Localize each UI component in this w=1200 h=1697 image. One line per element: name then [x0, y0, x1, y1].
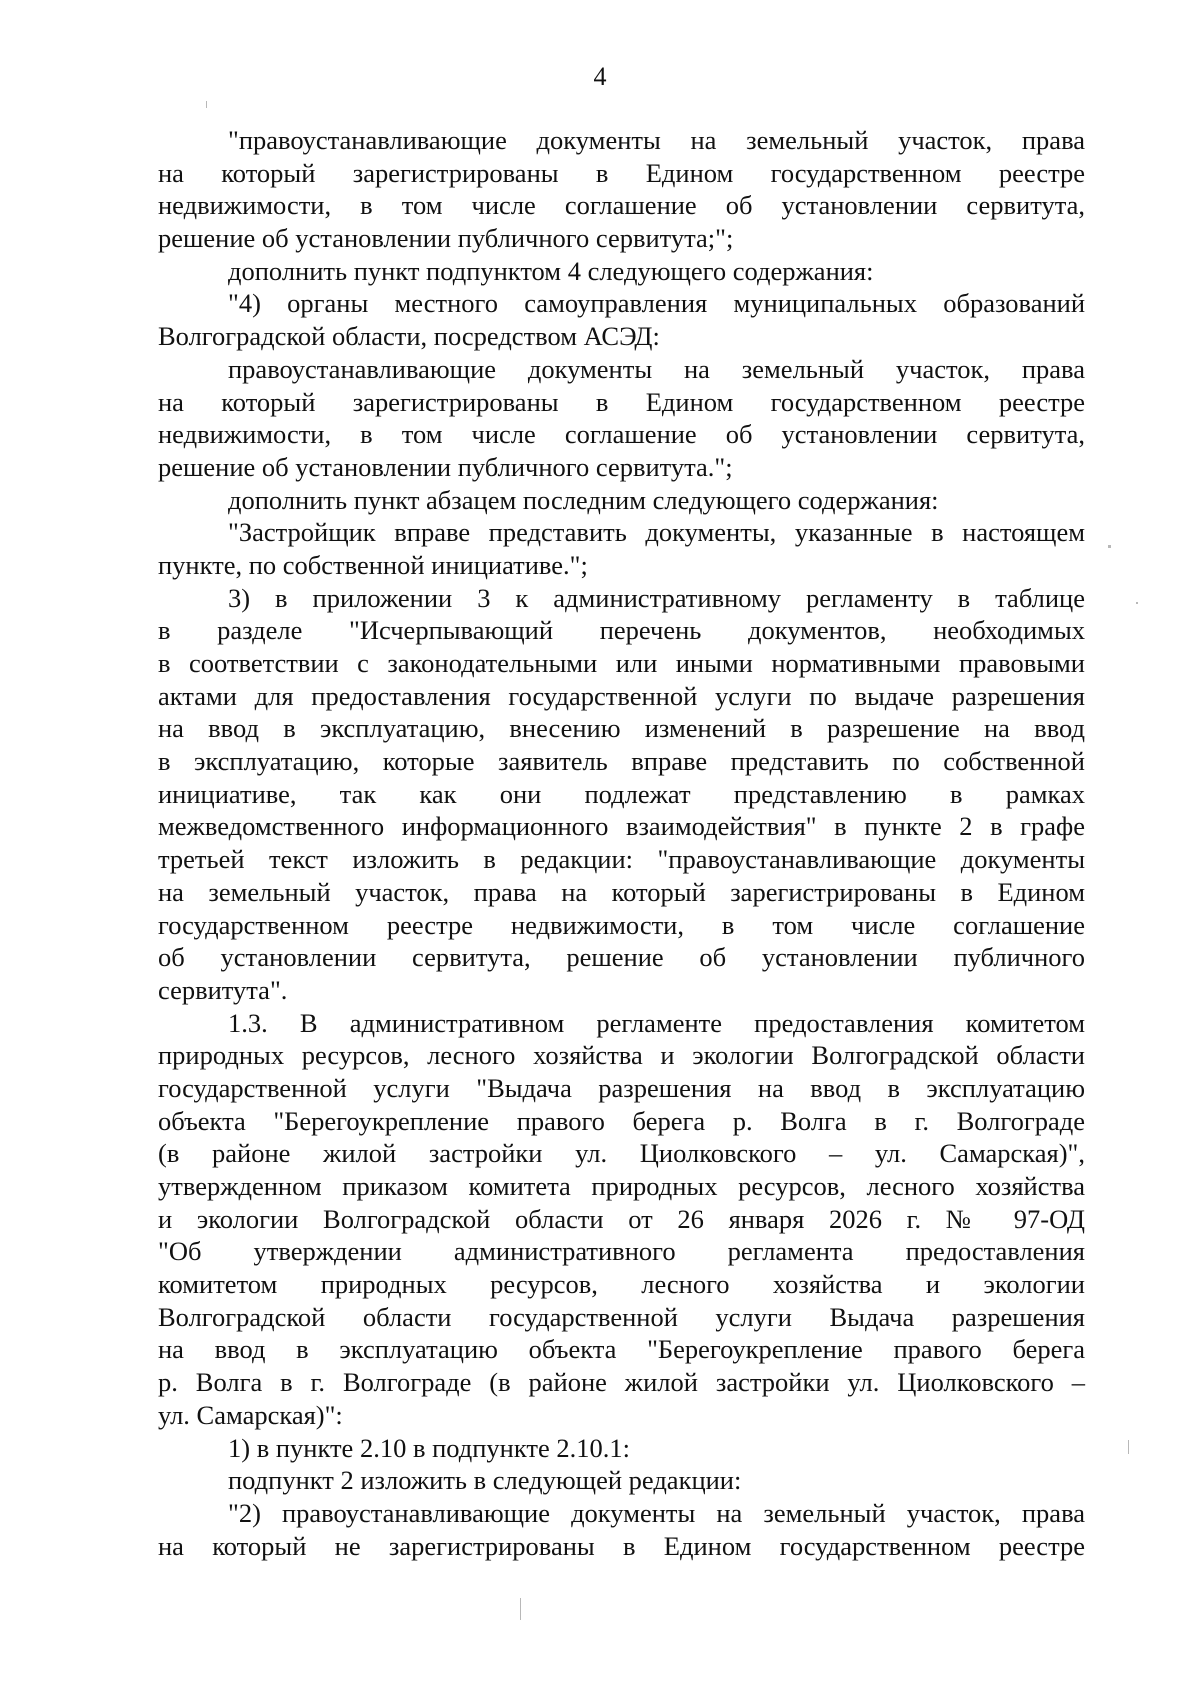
text-line: "2) правоустанавливающие документы на земельный участок, права — [228, 1497, 1085, 1528]
text-line: 3) в приложении 3 к административному регламенту в таблице — [228, 582, 1085, 613]
text-line: утвержденном приказом комитета природных ресурсов, лесного хозяйства — [158, 1171, 1085, 1201]
text-line: р. Волга в г. Волгограде (в районе жилой застройки ул. Циолковского – — [158, 1367, 1085, 1398]
text-line: инициативе, так как они подлежат представлению в рамках — [158, 778, 1085, 809]
text-line: и экологии Волгоградской области от 26 января 2026 г. № 97-ОД — [158, 1203, 1085, 1234]
document-body — [158, 124, 1085, 1562]
text-line: "Об утверждении административного регламента предоставления — [158, 1236, 1085, 1267]
text-line: дополнить пункт абзацем последним следующего содержания: — [228, 484, 939, 515]
text-line: на ввод в эксплуатацию, внесению изменений в разрешение на ввод — [158, 713, 1085, 744]
text-line: об установлении сервитута, решение об установлении публичного — [158, 942, 1085, 973]
text-line: на который зарегистрированы в Едином государственном реестре — [158, 157, 1085, 188]
text-line: государственной услуги "Выдача разрешения на ввод в эксплуатацию — [158, 1072, 1085, 1103]
text-line: "4) органы местного самоуправления муниципальных образований — [228, 288, 1085, 319]
text-line: в разделе "Исчерпывающий перечень документов, необходимых — [158, 615, 1085, 646]
text-line: (в районе жилой застройки ул. Циолковского – ул. Самарская)", — [158, 1138, 1085, 1169]
text-line: межведомственного информационного взаимодействия" в пункте 2 в графе — [158, 811, 1085, 842]
text-line: в эксплуатацию, которые заявитель вправе представить по собственной — [158, 746, 1085, 777]
text-line: сервитута". — [158, 974, 288, 1005]
scan-mark — [1136, 602, 1138, 604]
text-line: природных ресурсов, лесного хозяйства и экологии Волгоградской области — [158, 1040, 1085, 1071]
text-line: дополнить пункт подпунктом 4 следующего содержания: — [228, 255, 874, 286]
text-line: ул. Самарская)": — [158, 1399, 343, 1430]
scan-mark — [206, 101, 207, 108]
text-line: на ввод в эксплуатацию объекта "Берегоукрепление правого берега — [158, 1334, 1085, 1365]
text-line: на земельный участок, права на который зарегистрированы в Едином — [158, 876, 1085, 907]
text-line: Волгоградской области государственной услуги Выдача разрешения — [158, 1301, 1085, 1332]
text-line: решение об установлении публичного сервитута;"; — [158, 223, 734, 254]
text-line: недвижимости, в том числе соглашение об установлении сервитута, — [158, 190, 1085, 221]
text-line: объекта "Берегоукрепление правого берега р. Волга в г. Волгограде — [158, 1105, 1085, 1136]
text-line: актами для предоставления государственной услуги по выдаче разрешения — [158, 680, 1085, 711]
text-line: комитетом природных ресурсов, лесного хозяйства и экологии — [158, 1269, 1085, 1300]
text-line: государственном реестре недвижимости, в том числе соглашение — [158, 909, 1085, 940]
text-line: 1.3. В административном регламенте предоставления комитетом — [228, 1007, 1085, 1038]
scan-mark — [520, 1598, 521, 1620]
text-line: недвижимости, в том числе соглашение об установлении сервитута, — [158, 419, 1085, 450]
page-number: 4 — [593, 62, 607, 91]
text-line: правоустанавливающие документы на земельный участок, права — [228, 353, 1085, 384]
text-line: "Застройщик вправе представить документы, указанные в настоящем — [228, 517, 1085, 548]
text-line: 1) в пункте 2.10 в подпункте 2.10.1: — [228, 1432, 630, 1463]
text-line: третьей текст изложить в редакции: "правоустанавливающие документы — [158, 844, 1085, 875]
scan-mark — [1128, 1440, 1129, 1454]
text-line: на который зарегистрированы в Едином государственном реестре — [158, 386, 1085, 417]
text-line: решение об установлении публичного сервитута."; — [158, 451, 733, 482]
scan-mark — [1108, 545, 1111, 548]
text-line: в соответствии с законодательными или иными нормативными правовыми — [158, 648, 1085, 678]
text-line: "правоустанавливающие документы на земельный участок, права — [228, 125, 1085, 155]
text-line: на который не зарегистрированы в Едином государственном реестре — [158, 1530, 1085, 1561]
text-line: Волгоградской области, посредством АСЭД: — [158, 321, 660, 352]
text-line: пункте, по собственной инициативе."; — [158, 549, 588, 580]
text-line: подпункт 2 изложить в следующей редакции: — [228, 1465, 742, 1496]
